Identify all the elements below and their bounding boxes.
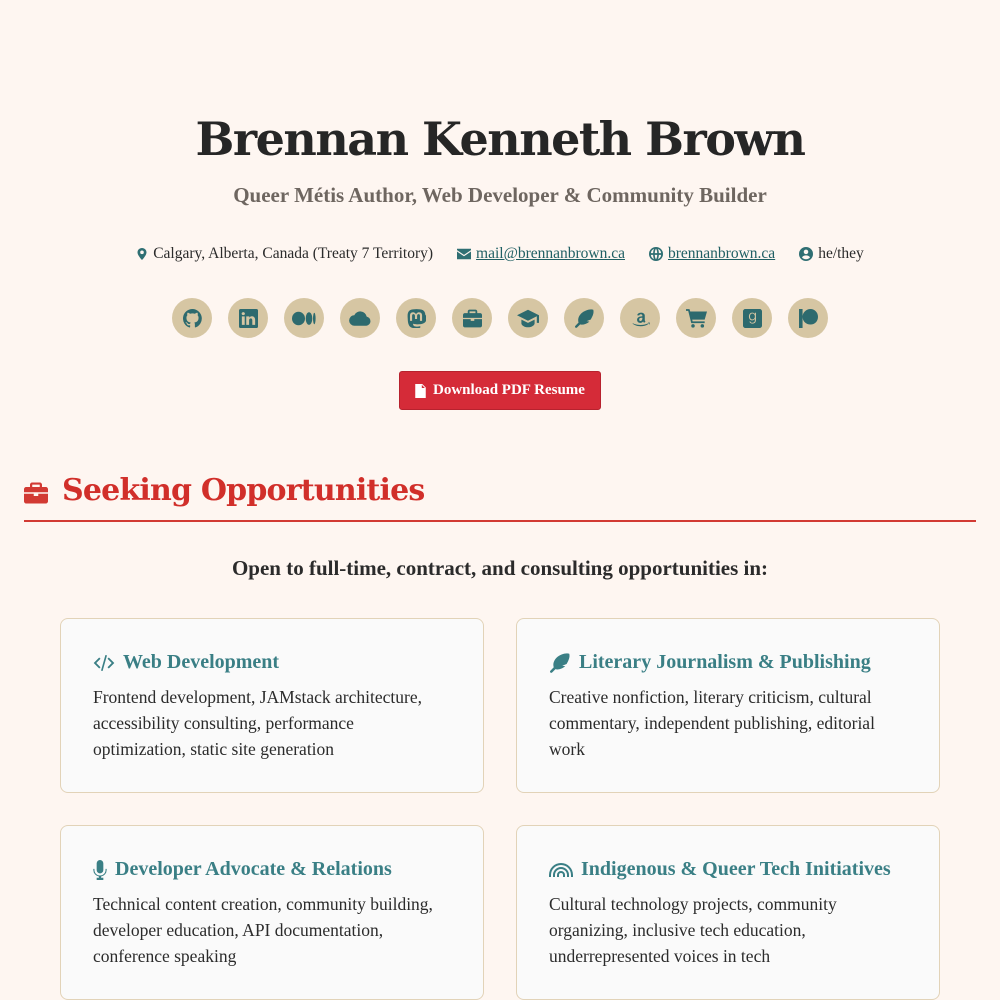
social-medium[interactable]: [284, 298, 324, 338]
contact-pronouns: [799, 245, 864, 263]
opportunity-card: [60, 618, 484, 793]
card-title: [549, 651, 907, 674]
card-title-text: Web Development: [123, 651, 280, 673]
social-patreon[interactable]: [788, 298, 828, 338]
card-body: Cultural technology projects, community organizing, inclusive tech education, underrepresented voices in tech: [549, 894, 837, 966]
card-body: Frontend development, JAMstack architecture, accessibility consulting, performance optimization, static site generation: [93, 687, 422, 759]
cart-icon: [686, 309, 707, 328]
feather-icon: [575, 309, 594, 328]
opportunity-card: [516, 825, 940, 1000]
social-mastodon[interactable]: [396, 298, 436, 338]
mastodon-icon: [407, 309, 426, 328]
cloud-icon: [349, 309, 371, 328]
opportunity-card: [516, 618, 940, 793]
user-circle-icon: [799, 247, 813, 261]
social-links: [0, 298, 1000, 338]
pronouns-text: he/they: [818, 245, 864, 262]
card-title-text: Literary Journalism & Publishing: [579, 651, 871, 673]
social-writing[interactable]: [564, 298, 604, 338]
card-title: [93, 858, 451, 881]
location-text: Calgary, Alberta, Canada (Treaty 7 Territory): [153, 245, 434, 262]
page-title: Brennan Kenneth Brown: [195, 112, 805, 166]
social-education[interactable]: [508, 298, 548, 338]
section-header: [24, 470, 976, 522]
opportunity-card: [60, 825, 484, 1000]
tagline: Queer Métis Author, Web Developer & Community Builder: [233, 183, 767, 207]
download-pdf-button[interactable]: [399, 371, 601, 410]
contact-list: [0, 245, 1000, 263]
patreon-icon: [799, 309, 818, 328]
section-title: Seeking Opportunities: [62, 473, 425, 508]
envelope-icon: [457, 248, 471, 260]
card-title-text: Developer Advocate & Relations: [115, 858, 392, 880]
briefcase-icon: [463, 309, 482, 328]
contact-email: [457, 245, 625, 263]
social-amazon[interactable]: [620, 298, 660, 338]
card-body: Creative nonfiction, literary criticism, cultural commentary, independent publishing, editorial work: [549, 687, 875, 759]
social-cloud[interactable]: [340, 298, 380, 338]
card-title-text: Indigenous & Queer Tech Initiatives: [581, 858, 891, 880]
contact-location: [136, 245, 433, 263]
microphone-icon: [93, 860, 107, 880]
linkedin-icon: [239, 309, 258, 328]
goodreads-icon: [743, 309, 762, 328]
social-portfolio[interactable]: [452, 298, 492, 338]
card-title: [93, 651, 451, 674]
globe-icon: [649, 247, 663, 261]
github-icon: [183, 309, 202, 328]
card-title: [549, 858, 907, 881]
email-link[interactable]: mail@brennanbrown.ca: [476, 245, 626, 262]
map-pin-icon: [136, 248, 148, 260]
code-icon: [93, 653, 115, 673]
website-link[interactable]: brennanbrown.ca: [668, 245, 776, 262]
medium-icon: [292, 309, 316, 328]
card-body: Technical content creation, community building, developer education, API documentation, conference speaking: [93, 894, 433, 966]
amazon-icon: [631, 309, 650, 328]
feather-icon: [549, 653, 571, 673]
pdf-file-icon: [415, 384, 426, 398]
section-intro: Open to full-time, contract, and consulting opportunities in:: [231, 556, 769, 580]
briefcase-icon: [24, 481, 48, 505]
download-pdf-label: Download PDF Resume: [433, 382, 585, 398]
social-shop[interactable]: [676, 298, 716, 338]
rainbow-icon: [549, 860, 573, 880]
graduation-cap-icon: [517, 309, 539, 328]
contact-website: [649, 245, 775, 263]
social-goodreads[interactable]: [732, 298, 772, 338]
social-github[interactable]: [172, 298, 212, 338]
social-linkedin[interactable]: [228, 298, 268, 338]
